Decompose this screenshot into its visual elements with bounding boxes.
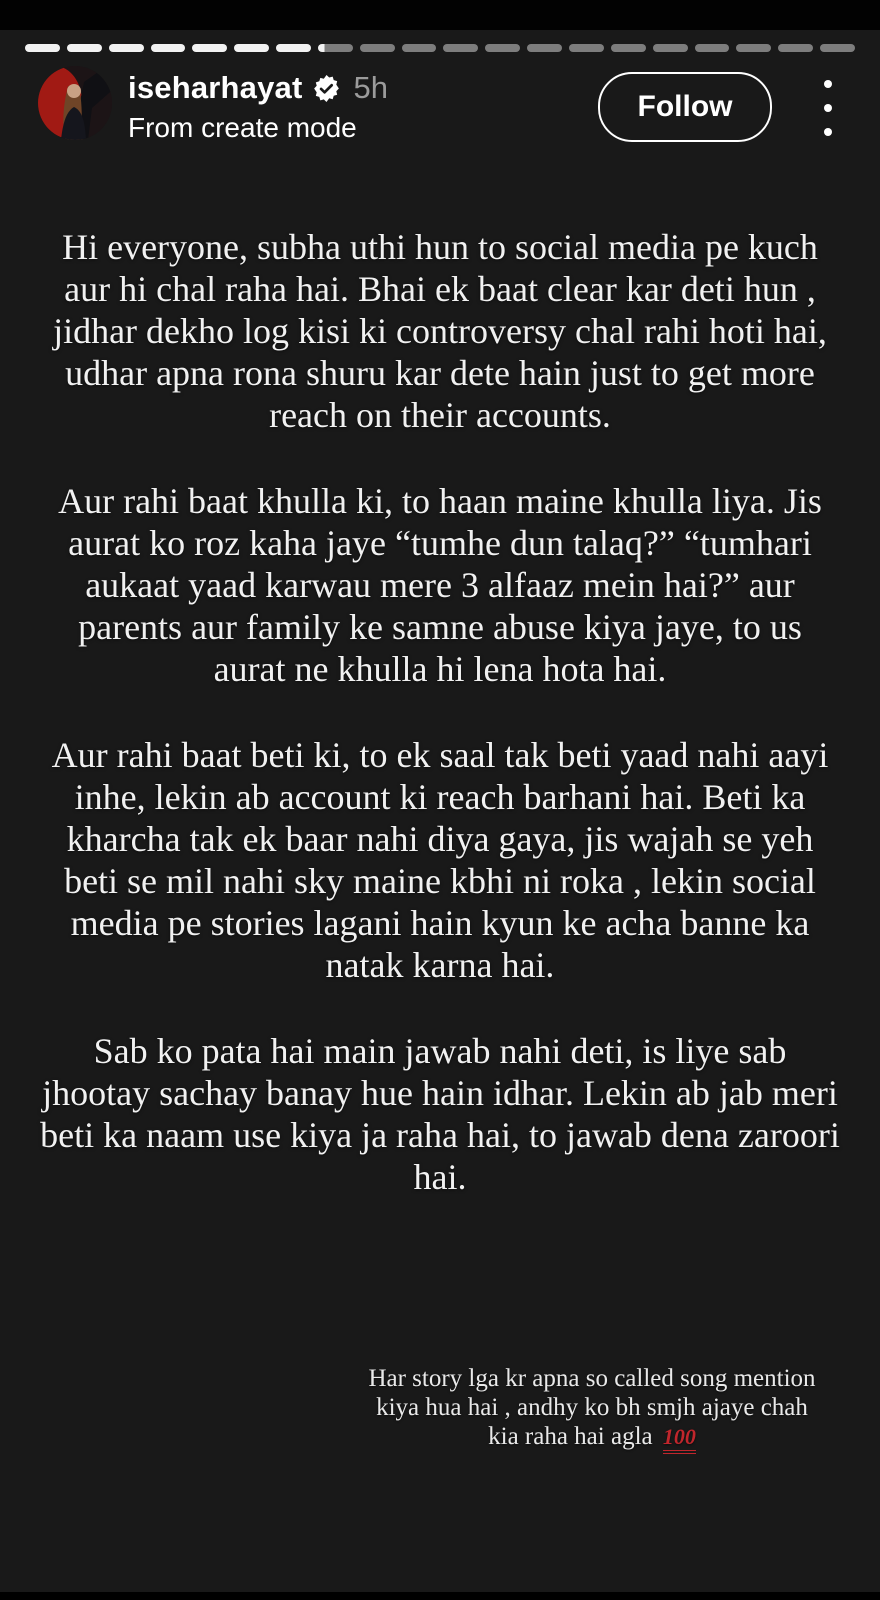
progress-segment <box>653 44 688 52</box>
story-text-paragraph: Sab ko pata hai main jawab nahi deti, is liye sab jhootay sachay banay hue hain idhar. Lekin ab jab meri beti ka naam use kiya ja raha hai, to jawab dena zaroori hai. <box>40 1031 840 1197</box>
progress-segment <box>695 44 730 52</box>
progress-segment <box>109 44 144 52</box>
progress-segment <box>569 44 604 52</box>
username[interactable]: iseharhayat <box>128 70 303 105</box>
hundred-points-emoji: 100 <box>663 1424 696 1454</box>
progress-segment <box>67 44 102 52</box>
story-text-paragraph: Aur rahi baat khulla ki, to haan maine khulla liya. Jis aurat ko roz kaha jaye “tumhe dun talaq?” “tumhari aukaat yaad karwau mere 3 alfaaz mein hai?” aur parents aur family ke samne abuse kiya jaye, to us aurat ne khulla hi lena hota hai. <box>58 481 822 689</box>
progress-segment <box>402 44 437 52</box>
progress-segment <box>820 44 855 52</box>
story-progress-bar <box>25 44 855 52</box>
caption-text <box>366 1364 818 1451</box>
bottom-letterbox <box>0 1592 880 1600</box>
story-source-label: From create mode <box>128 112 357 143</box>
progress-segment <box>234 44 269 52</box>
follow-button[interactable]: Follow <box>598 72 772 142</box>
story-text-paragraph: Aur rahi baat beti ki, to ek saal tak beti yaad nahi aayi inhe, lekin ab account ki reach barhani hai. Beti ka kharcha tak ek baar nahi diya gaya, jis wajah se yeh beti se mil nahi sky maine kbhi ni roka , lekin social media pe stories lagani hain kyun ke acha banne ka natak karna hai. <box>51 735 829 985</box>
avatar-image <box>38 66 112 140</box>
avatar[interactable] <box>38 66 112 140</box>
progress-segment <box>778 44 813 52</box>
story-timestamp: 5h <box>353 70 389 105</box>
progress-segment <box>25 44 60 52</box>
progress-segment <box>360 44 395 52</box>
progress-segment <box>151 44 186 52</box>
kebab-menu-icon[interactable] <box>820 78 836 138</box>
progress-segment <box>318 44 353 52</box>
progress-segment <box>485 44 520 52</box>
progress-segment <box>443 44 478 52</box>
verified-seal-icon <box>313 75 340 102</box>
story-header <box>0 64 880 144</box>
progress-segment <box>276 44 311 52</box>
progress-segment <box>611 44 646 52</box>
caption-text-content: Har story lga kr apna so called song mention kiya hua hai , andhy ko bh smjh ajaye chah kia raha hai agla <box>368 1365 816 1450</box>
story-text-paragraph: Hi everyone, subha uthi hun to social media pe kuch aur hi chal raha hai. Bhai ek baat clear kar deti hun , jidhar dekho log kisi ki controversy chal rahi hoti hai, udhar apna rona shuru kar dete hain just to get more reach on their accounts. <box>53 227 827 435</box>
top-letterbox <box>0 0 880 30</box>
progress-segment <box>192 44 227 52</box>
story-text-block <box>40 226 840 1242</box>
progress-segment <box>527 44 562 52</box>
progress-segment <box>736 44 771 52</box>
